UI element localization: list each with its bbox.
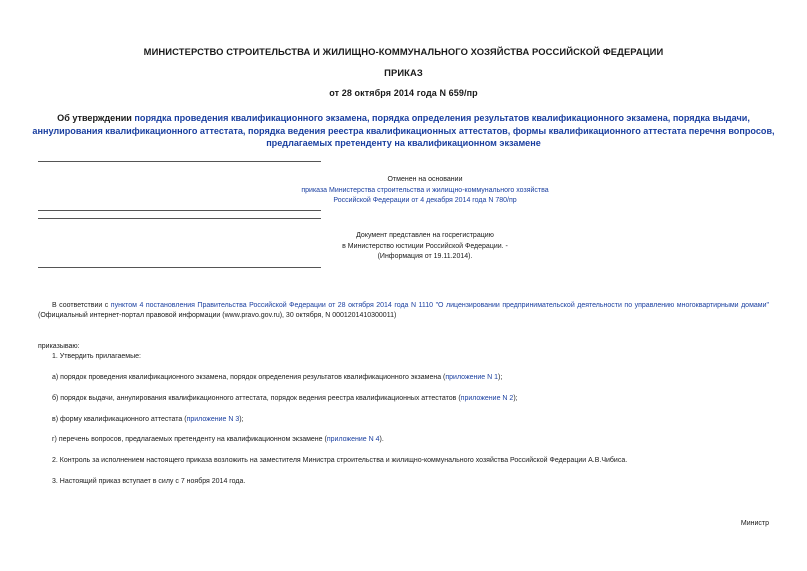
preamble-paragraph — [38, 301, 769, 321]
divider-rule — [38, 218, 321, 219]
registration-line-3: (Информация от 19.11.2014). — [377, 253, 473, 260]
item-1: 1. Утвердить прилагаемые: — [52, 353, 141, 360]
item-a-end: ); — [498, 374, 503, 381]
item-2: 2. Контроль за исполнением настоящего приказа возложить на заместителя Министра строительства и жилищно-коммунального хозяйства Российской Федерации А.В.Чибиса. — [52, 457, 628, 464]
divider-rule — [38, 161, 321, 162]
appendix-2-link[interactable]: приложение N 2 — [460, 395, 514, 402]
item-d-end: ). — [379, 436, 384, 443]
divider-rule — [38, 267, 321, 268]
registration-notice — [265, 231, 585, 263]
order-word: приказываю: — [38, 343, 80, 350]
revoked-notice — [265, 175, 585, 207]
registration-line-2: в Министерство юстиции Российской Федерации. - — [342, 242, 508, 250]
appendix-4-link[interactable]: приложение N 4 — [326, 436, 380, 443]
preamble-link[interactable]: пунктом 4 постановления Правительства Российской Федерации от 28 октября 2014 года N 1110 "О лицензировании предпринимательской деятельности по управлению многоквартирными домами" — [110, 302, 769, 309]
item-a — [52, 374, 502, 381]
item-c-end: ); — [239, 416, 244, 423]
title-prefix: Об утверждении — [57, 113, 135, 123]
item-c — [52, 416, 244, 423]
revoked-notice-link-1[interactable]: приказа Министерства строительства и жилищно-коммунального хозяйства — [301, 186, 549, 194]
appendix-3-link[interactable]: приложение N 3 — [186, 416, 240, 423]
item-d — [52, 436, 384, 443]
revoked-notice-link-2[interactable]: Российской Федерации от 4 декабря 2014 года N 780/пр — [333, 197, 517, 204]
ministry-heading: МИНИСТЕРСТВО СТРОИТЕЛЬСТВА И ЖИЛИЩНО-КОММУНАЛЬНОГО ХОЗЯЙСТВА РОССИЙСКОЙ ФЕДЕРАЦИИ — [143, 46, 664, 57]
revoked-notice-text: Отменен на основании — [387, 176, 463, 183]
preamble-prefix: В соответствии с — [52, 302, 111, 309]
doc-date: от 28 октября 2014 года N 659/пр — [329, 88, 478, 98]
doc-type-heading: ПРИКАЗ — [384, 67, 423, 78]
item-b-text: б) порядок выдачи, аннулирования квалификационного аттестата, порядок ведения реестра квалификационных аттестатов ( — [52, 395, 461, 402]
registration-line-1: Документ представлен на госрегистрацию — [356, 232, 494, 239]
appendix-1-link[interactable]: приложение N 1 — [445, 374, 499, 381]
signature: Министр — [740, 520, 769, 527]
item-c-text: в) форму квалификационного аттестата ( — [52, 416, 187, 423]
document-title — [28, 112, 779, 150]
item-d-text: г) перечень вопросов, предлагаемых претенденту на квалификационном экзамене ( — [52, 436, 327, 443]
item-3: 3. Настоящий приказ вступает в силу с 7 ноября 2014 года. — [52, 478, 246, 485]
item-b — [52, 395, 518, 402]
title-link[interactable]: порядка проведения квалификационного экзамена, порядка определения результатов квалификационного экзамена, порядка выдачи, аннулирования квалификационного аттестата, порядка ведения реестра квалификационных аттестатов, формы квалификационного аттестата перечня вопросов, предлагаемых претенденту на квалификационном экзамене — [32, 113, 775, 148]
divider-rule — [38, 210, 321, 211]
preamble-suffix: (Официальный интернет-портал правовой информации (www.pravo.gov.ru), 30 октября, N 0001201410300011) — [38, 312, 397, 320]
item-a-text: а) порядок проведения квалификационного экзамена, порядок определения результатов квалификационного экзамена ( — [52, 374, 446, 381]
item-b-end: ); — [513, 395, 518, 402]
